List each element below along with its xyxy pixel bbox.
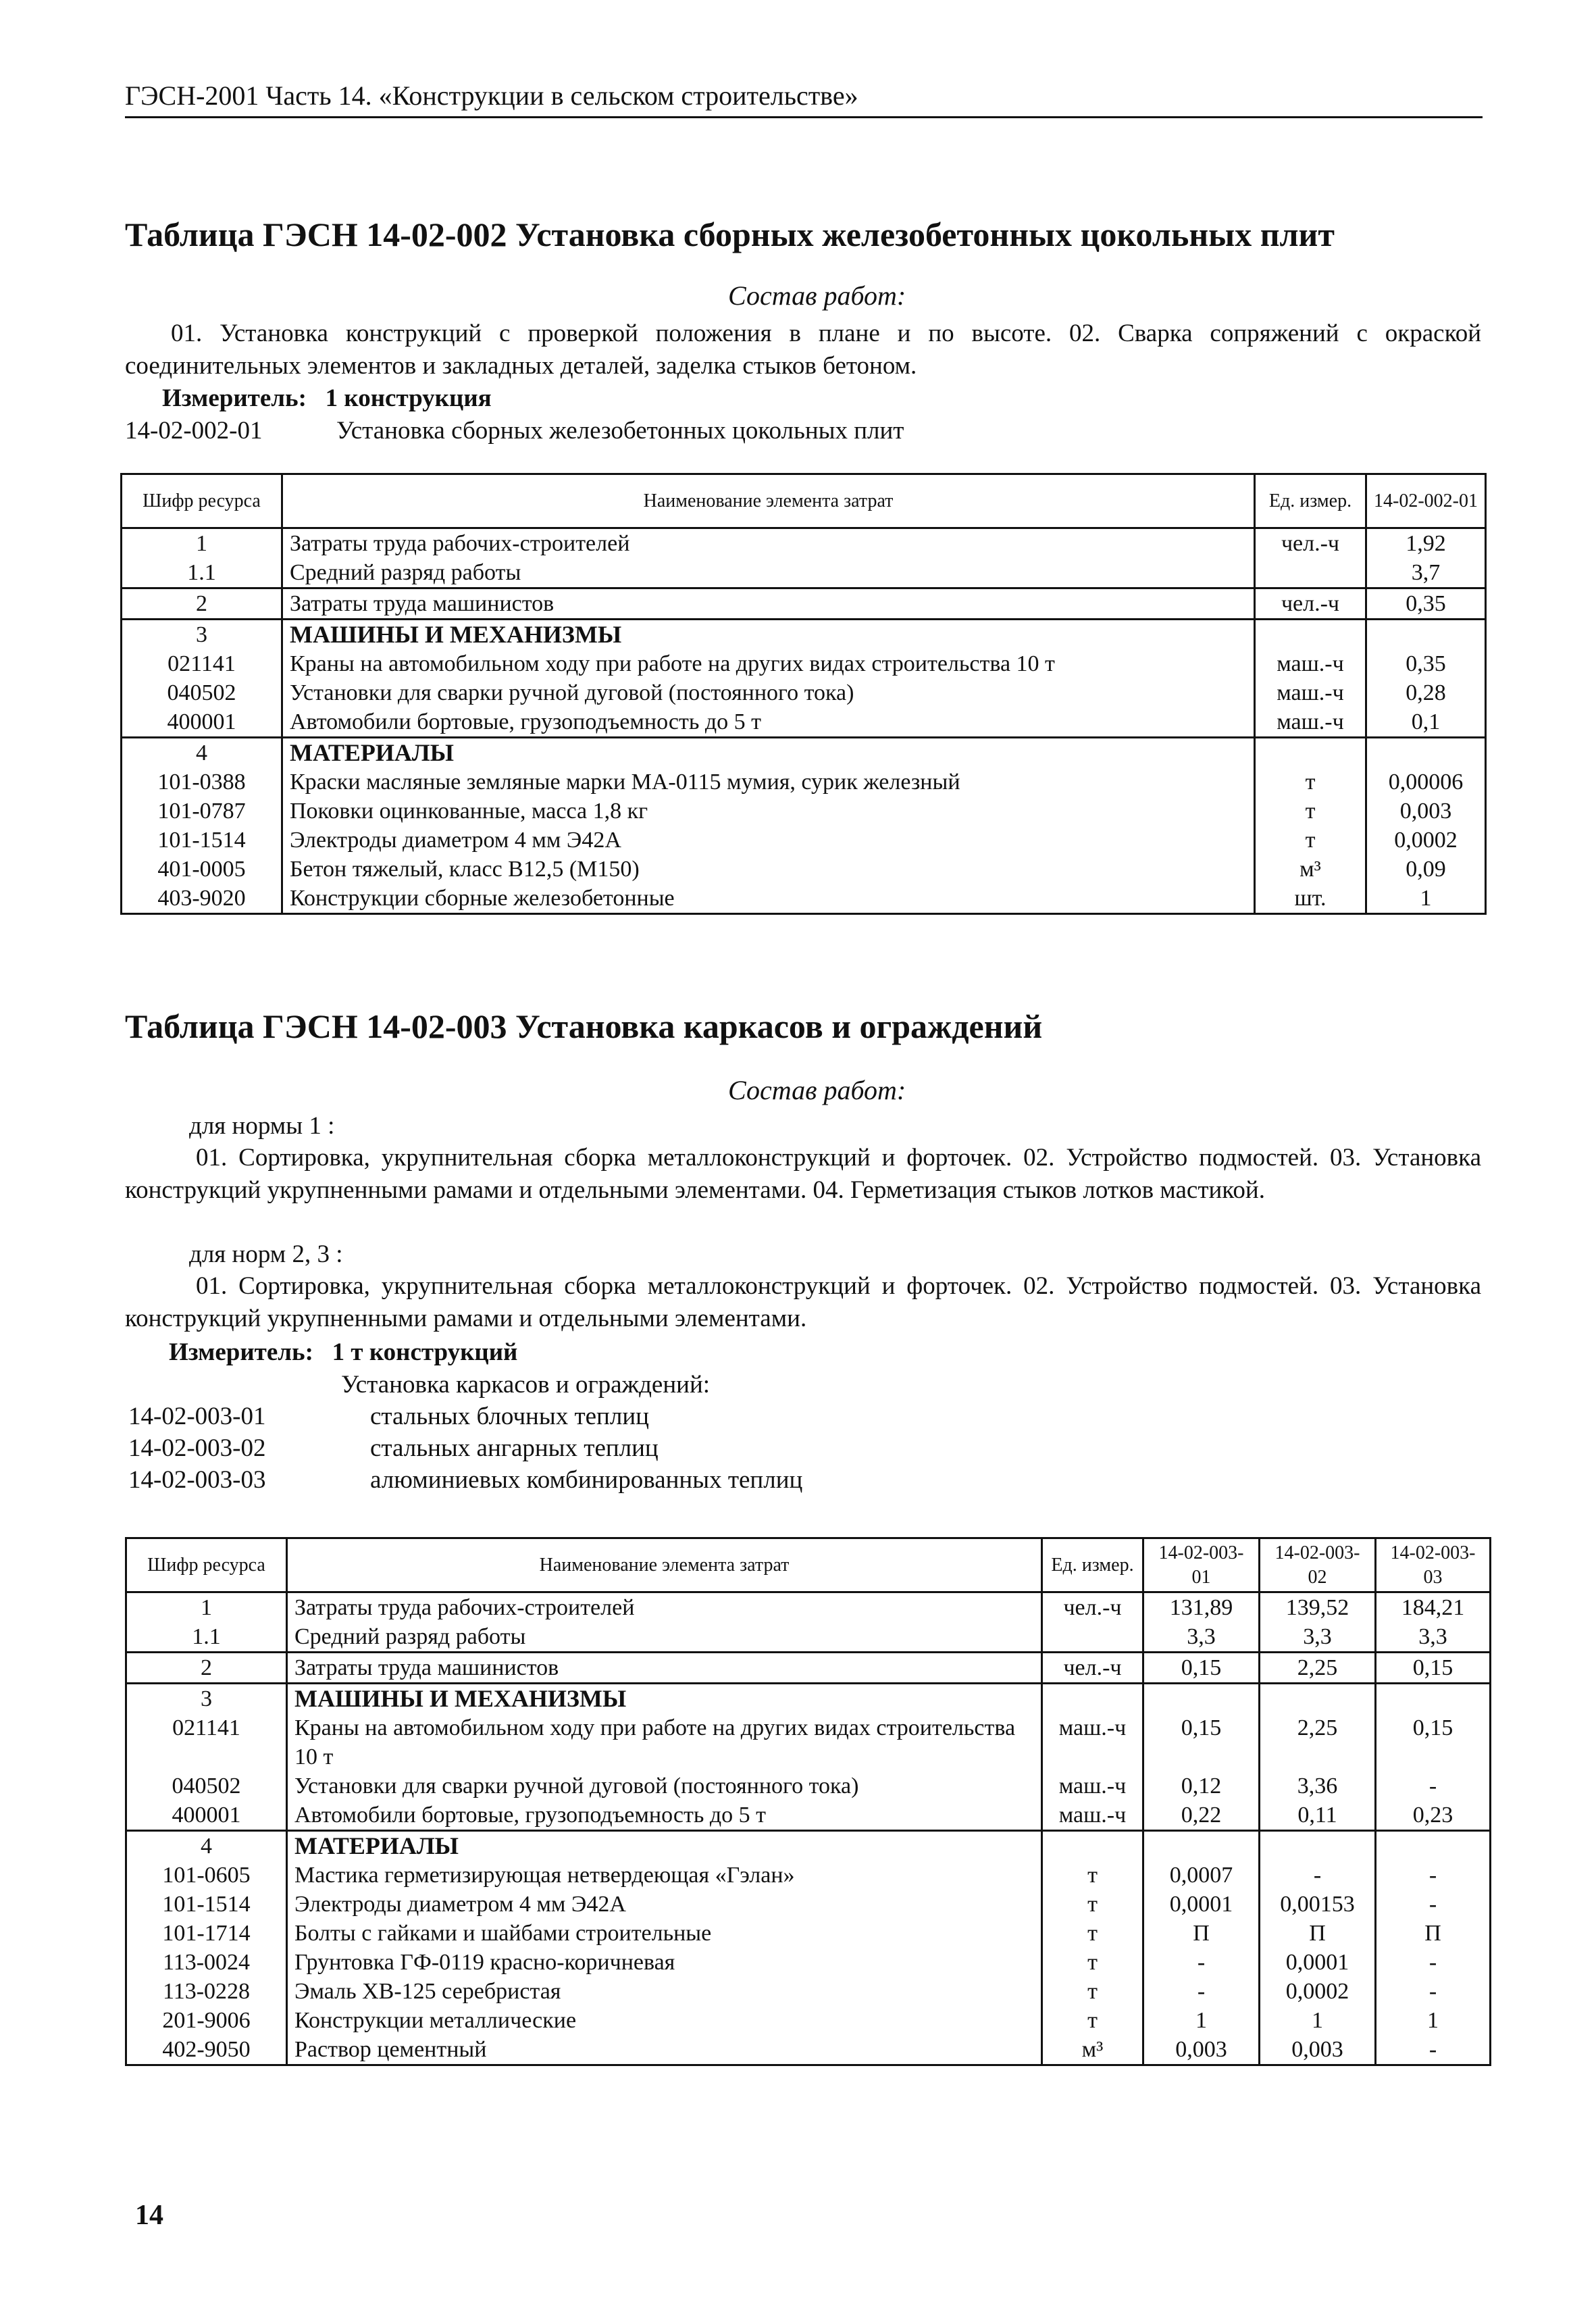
- norm-name: алюминиевых комбинированных теплиц: [370, 1466, 803, 1494]
- value: 0,0001: [1260, 1948, 1376, 1977]
- table-row: [122, 826, 1486, 855]
- resource-code: 402-9050: [126, 2035, 287, 2065]
- unit: шт.: [1255, 884, 1366, 914]
- value: [1366, 738, 1486, 768]
- resource-code: 1.1: [122, 558, 282, 588]
- value: 1: [1143, 2006, 1260, 2035]
- resource-name: Автомобили бортовые, грузоподъемность до 5 т: [282, 707, 1255, 738]
- measure-label: Измеритель:: [169, 1338, 313, 1366]
- value: [1366, 620, 1486, 650]
- resource-code: 040502: [122, 678, 282, 707]
- table2: [125, 1537, 1491, 2066]
- resource-code: 101-0787: [122, 797, 282, 826]
- unit: чел.-ч: [1042, 1653, 1143, 1684]
- resource-name: Затраты труда рабочих-строителей: [287, 1592, 1042, 1623]
- table-row: [126, 1948, 1491, 1977]
- table-row: [126, 1977, 1491, 2006]
- resource-name: Краны на автомобильном ходу при работе на других видах строительства 10 т: [287, 1713, 1042, 1771]
- value: 3,36: [1260, 1771, 1376, 1801]
- resource-code: 2: [122, 588, 282, 620]
- table-row: [126, 1713, 1491, 1771]
- resource-name: Эмаль ХВ-125 серебристая: [287, 1977, 1042, 2006]
- value: 0,15: [1143, 1713, 1260, 1771]
- value: 0,23: [1376, 1801, 1491, 1831]
- table-row: [126, 1622, 1491, 1653]
- unit: [1042, 1622, 1143, 1653]
- table2-title: Таблица ГЭСН 14-02-003 Установка каркасов и ограждений: [125, 1007, 1043, 1045]
- col-header: Шифр ресурса: [122, 474, 282, 528]
- resource-code: 400001: [126, 1801, 287, 1831]
- table2-measure: [169, 1338, 517, 1367]
- resource-code: 021141: [122, 649, 282, 678]
- resource-code: 113-0024: [126, 1948, 287, 1977]
- resource-name: Затраты труда рабочих-строителей: [282, 528, 1255, 559]
- value: [1376, 1684, 1491, 1714]
- value: 131,89: [1143, 1592, 1260, 1623]
- work-text-norms-2-3: 01. Сортировка, укрупнительная сборка металлоконструкций и форточек. 02. Устройство подмостей. 03. Установка конструкций укрупненными рамами и отдельными элементами.: [125, 1272, 1481, 1332]
- section-heading: МАТЕРИАЛЫ: [282, 738, 1255, 768]
- col-header: Ед. измер.: [1255, 474, 1366, 528]
- work-text-norm-1: 01. Сортировка, укрупнительная сборка металлоконструкций и форточек. 02. Устройство подмостей. 03. Установка конструкций укрупненными рамами и отдельными элементами. 04. Герметизация стыков лотков мастикой.: [125, 1144, 1481, 1204]
- resource-name: Болты с гайками и шайбами строительные: [287, 1919, 1042, 1948]
- resource-code: 401-0005: [122, 855, 282, 884]
- running-header: ГЭСН-2001 Часть 14. «Конструкции в сельском строительстве»: [125, 80, 858, 111]
- resource-code: 4: [126, 1831, 287, 1861]
- value: 0,09: [1366, 855, 1486, 884]
- table-row: [122, 707, 1486, 738]
- table-row: [122, 558, 1486, 588]
- value: 1: [1366, 884, 1486, 914]
- resource-code: 201-9006: [126, 2006, 287, 2035]
- unit: т: [1042, 1919, 1143, 1948]
- table-row: [126, 1919, 1491, 1948]
- col-header: Шифр ресурса: [126, 1538, 287, 1592]
- value: 2,25: [1260, 1713, 1376, 1771]
- resource-name: Конструкции сборные железобетонные: [282, 884, 1255, 914]
- value: 0,12: [1143, 1771, 1260, 1801]
- for-norm-1: для нормы 1 :: [189, 1112, 335, 1140]
- unit: маш.-ч: [1255, 649, 1366, 678]
- value: 0,00006: [1366, 768, 1486, 797]
- resource-code: 101-1514: [126, 1890, 287, 1919]
- unit: т: [1255, 797, 1366, 826]
- value: 0,00153: [1260, 1890, 1376, 1919]
- value: 1: [1376, 2006, 1491, 2035]
- value: 0,35: [1366, 588, 1486, 620]
- resource-code: 2: [126, 1653, 287, 1684]
- table-row: [126, 1861, 1491, 1890]
- norm-name: стальных ангарных теплиц: [370, 1434, 659, 1462]
- value: -: [1376, 1771, 1491, 1801]
- norm-code: 14-02-003-01: [128, 1403, 266, 1430]
- resource-code: 101-1514: [122, 826, 282, 855]
- unit: чел.-ч: [1255, 588, 1366, 620]
- value: 139,52: [1260, 1592, 1376, 1623]
- value: 0,0007: [1143, 1861, 1260, 1890]
- value: 0,0002: [1366, 826, 1486, 855]
- resource-name: Краски масляные земляные марки МА-0115 мумия, сурик железный: [282, 768, 1255, 797]
- value: -: [1143, 1948, 1260, 1977]
- unit: м³: [1042, 2035, 1143, 2065]
- resource-code: 1.1: [126, 1622, 287, 1653]
- value: 0,28: [1366, 678, 1486, 707]
- resource-name: Грунтовка ГФ-0119 красно-коричневая: [287, 1948, 1042, 1977]
- resource-name: Краны на автомобильном ходу при работе на других видах строительства 10 т: [282, 649, 1255, 678]
- value: 0,15: [1376, 1713, 1491, 1771]
- resource-name: Средний разряд работы: [287, 1622, 1042, 1653]
- resource-code: 040502: [126, 1771, 287, 1801]
- table-row: [126, 2035, 1491, 2065]
- norm-code: 14-02-003-02: [128, 1434, 266, 1462]
- value: П: [1260, 1919, 1376, 1948]
- col-header: 14-02-003-03: [1376, 1538, 1491, 1592]
- value: 0,22: [1143, 1801, 1260, 1831]
- measure-value: 1 конструкция: [325, 384, 492, 412]
- resource-code: 101-1714: [126, 1919, 287, 1948]
- resource-code: 1: [122, 528, 282, 559]
- for-norms-2-3: для норм 2, 3 :: [189, 1240, 343, 1268]
- table-row: [126, 1592, 1491, 1623]
- unit: чел.-ч: [1255, 528, 1366, 559]
- unit: т: [1255, 826, 1366, 855]
- table1-work-heading: Состав работ:: [728, 280, 906, 311]
- value: 1: [1260, 2006, 1376, 2035]
- unit: м³: [1255, 855, 1366, 884]
- value: 0,1: [1366, 707, 1486, 738]
- table-row: [122, 738, 1486, 768]
- header-rule: [125, 116, 1483, 118]
- unit: т: [1042, 1861, 1143, 1890]
- value: [1260, 1684, 1376, 1714]
- resource-name: Раствор цементный: [287, 2035, 1042, 2065]
- resource-name: Затраты труда машинистов: [282, 588, 1255, 620]
- resource-code: 021141: [126, 1713, 287, 1771]
- resource-code: 113-0228: [126, 1977, 287, 2006]
- page-number: 14: [135, 2200, 163, 2231]
- value: 3,3: [1143, 1622, 1260, 1653]
- table1-norm-name: Установка сборных железобетонных цокольных плит: [336, 417, 904, 445]
- table1-norm-code: 14-02-002-01: [125, 417, 263, 445]
- resource-code: 403-9020: [122, 884, 282, 914]
- table-row: [126, 1831, 1491, 1861]
- table-row: [122, 528, 1486, 559]
- table-row: [122, 620, 1486, 650]
- value: 0,0002: [1260, 1977, 1376, 2006]
- unit: чел.-ч: [1042, 1592, 1143, 1623]
- value: 0,003: [1260, 2035, 1376, 2065]
- table-row: [126, 1684, 1491, 1714]
- value: 0,0001: [1143, 1890, 1260, 1919]
- table-row: [122, 855, 1486, 884]
- norm-group-name: Установка каркасов и ограждений:: [341, 1371, 711, 1399]
- col-header: 14-02-002-01: [1366, 474, 1486, 528]
- value: 2,25: [1260, 1653, 1376, 1684]
- value: [1143, 1831, 1260, 1861]
- table1-title: Таблица ГЭСН 14-02-002 Установка сборных железобетонных цокольных плит: [125, 216, 1335, 253]
- value: [1260, 1831, 1376, 1861]
- unit: [1042, 1684, 1143, 1714]
- value: 3,7: [1366, 558, 1486, 588]
- table-row: [126, 1771, 1491, 1801]
- norm-code: 14-02-003-03: [128, 1466, 266, 1494]
- col-header: Наименование элемента затрат: [287, 1538, 1042, 1592]
- unit: маш.-ч: [1042, 1771, 1143, 1801]
- resource-code: 3: [126, 1684, 287, 1714]
- unit: т: [1042, 2006, 1143, 2035]
- measure-label: Измеритель:: [162, 384, 307, 412]
- table1-work-text: 01. Установка конструкций с проверкой положения в плане и по высоте. 02. Сварка сопряжений с окраской соединительных элементов и закладных деталей, заделка стыков бетоном.: [125, 320, 1481, 380]
- resource-name: Бетон тяжелый, класс В12,5 (М150): [282, 855, 1255, 884]
- value: 0,15: [1376, 1653, 1491, 1684]
- resource-name: Мастика герметизирующая нетвердеющая «Гэлан»: [287, 1861, 1042, 1890]
- unit: т: [1042, 1948, 1143, 1977]
- value: П: [1376, 1919, 1491, 1948]
- value: -: [1376, 1861, 1491, 1890]
- unit: [1255, 558, 1366, 588]
- unit: маш.-ч: [1042, 1713, 1143, 1771]
- col-header: Ед. измер.: [1042, 1538, 1143, 1592]
- section-heading: МАШИНЫ И МЕХАНИЗМЫ: [282, 620, 1255, 650]
- value: 0,15: [1143, 1653, 1260, 1684]
- unit: [1255, 738, 1366, 768]
- col-header: Наименование элемента затрат: [282, 474, 1255, 528]
- value: -: [1376, 1977, 1491, 2006]
- table-row: [126, 1890, 1491, 1919]
- resource-name: Конструкции металлические: [287, 2006, 1042, 2035]
- value: -: [1376, 1948, 1491, 1977]
- value: 1,92: [1366, 528, 1486, 559]
- resource-name: Поковки оцинкованные, масса 1,8 кг: [282, 797, 1255, 826]
- resource-name: Электроды диаметром 4 мм Э42А: [282, 826, 1255, 855]
- norm-name: стальных блочных теплиц: [370, 1403, 649, 1430]
- unit: т: [1042, 1890, 1143, 1919]
- resource-name: Автомобили бортовые, грузоподъемность до 5 т: [287, 1801, 1042, 1831]
- section-heading: МАТЕРИАЛЫ: [287, 1831, 1042, 1861]
- value: -: [1260, 1861, 1376, 1890]
- table2-work-heading: Состав работ:: [728, 1075, 906, 1105]
- value: 0,003: [1143, 2035, 1260, 2065]
- unit: маш.-ч: [1255, 678, 1366, 707]
- value: -: [1376, 2035, 1491, 2065]
- resource-name: Установки для сварки ручной дуговой (постоянного тока): [282, 678, 1255, 707]
- value: П: [1143, 1919, 1260, 1948]
- resource-code: 400001: [122, 707, 282, 738]
- value: 0,35: [1366, 649, 1486, 678]
- resource-code: 4: [122, 738, 282, 768]
- table1-measure: [162, 384, 492, 413]
- table-row: [126, 1801, 1491, 1831]
- table-row: [122, 588, 1486, 620]
- unit: маш.-ч: [1042, 1801, 1143, 1831]
- value: 0,003: [1366, 797, 1486, 826]
- value: [1376, 1831, 1491, 1861]
- value: 184,21: [1376, 1592, 1491, 1623]
- unit: маш.-ч: [1255, 707, 1366, 738]
- resource-code: 101-0388: [122, 768, 282, 797]
- unit: т: [1042, 1977, 1143, 2006]
- unit: [1042, 1831, 1143, 1861]
- unit: [1255, 620, 1366, 650]
- measure-value: 1 т конструкций: [332, 1338, 518, 1366]
- resource-name: Затраты труда машинистов: [287, 1653, 1042, 1684]
- table-row: [126, 1653, 1491, 1684]
- value: -: [1376, 1890, 1491, 1919]
- value: -: [1143, 1977, 1260, 2006]
- table-row: [122, 884, 1486, 914]
- value: 3,3: [1376, 1622, 1491, 1653]
- table-row: [122, 797, 1486, 826]
- table-row: [126, 2006, 1491, 2035]
- resource-name: Установки для сварки ручной дуговой (постоянного тока): [287, 1771, 1042, 1801]
- resource-code: 101-0605: [126, 1861, 287, 1890]
- table-row: [122, 768, 1486, 797]
- table-row: [122, 649, 1486, 678]
- resource-code: 3: [122, 620, 282, 650]
- table1-header-row: [122, 474, 1486, 528]
- table2-header-row: [126, 1538, 1491, 1592]
- resource-name: Средний разряд работы: [282, 558, 1255, 588]
- table-row: [122, 678, 1486, 707]
- unit: т: [1255, 768, 1366, 797]
- col-header: 14-02-003-02: [1260, 1538, 1376, 1592]
- resource-name: Электроды диаметром 4 мм Э42А: [287, 1890, 1042, 1919]
- section-heading: МАШИНЫ И МЕХАНИЗМЫ: [287, 1684, 1042, 1714]
- table1: [120, 473, 1487, 915]
- resource-code: 1: [126, 1592, 287, 1623]
- value: 0,11: [1260, 1801, 1376, 1831]
- value: 3,3: [1260, 1622, 1376, 1653]
- value: [1143, 1684, 1260, 1714]
- col-header: 14-02-003-01: [1143, 1538, 1260, 1592]
